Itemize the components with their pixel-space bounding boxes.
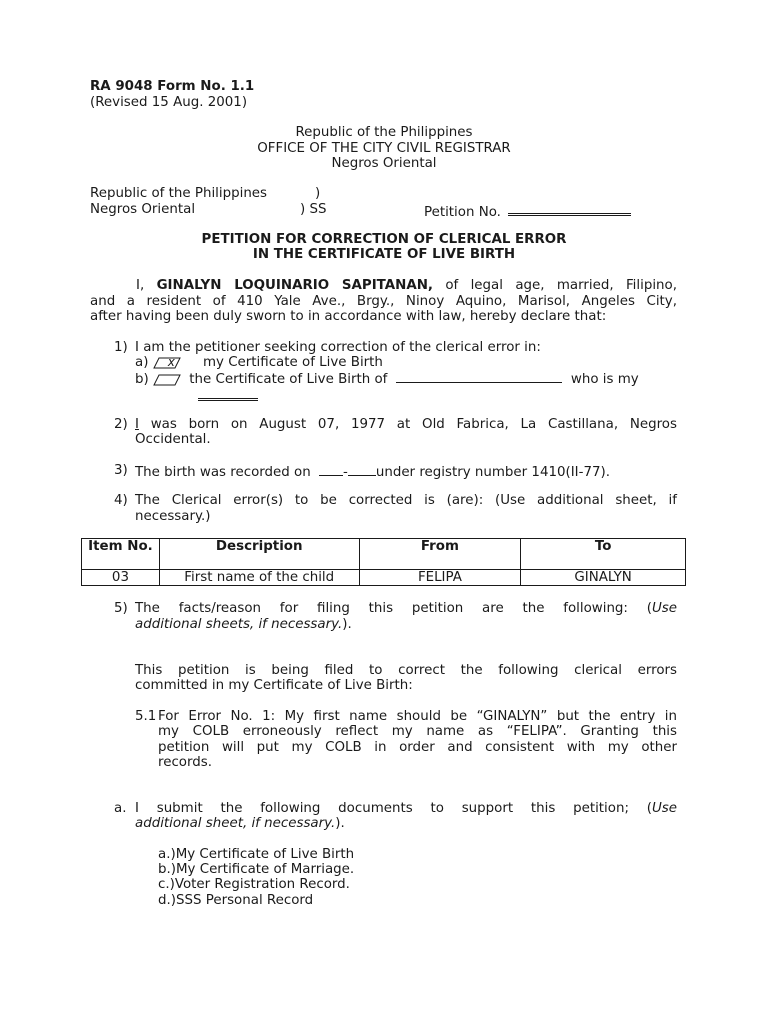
intro-line2: and a resident of 410 Yale Ave., Brgy., Ninoy Aquino, Marisol, Angeles City, (90, 294, 677, 309)
document-text: My Certificate of Marriage. (175, 862, 355, 877)
item3-text-a: The birth was recorded on (135, 465, 311, 480)
registry-date-blank-2 (348, 463, 376, 476)
item-a-line2-a: additional sheet, if necessary. (135, 816, 336, 831)
item2-first-word: I (135, 417, 139, 432)
petition-para-line1: This petition is being filed to correct the following clerical errors (135, 663, 677, 678)
item-a-line1-b: Use (651, 801, 677, 816)
header-republic: Republic of the Philippines (295, 125, 473, 140)
petition-number-blank (508, 202, 631, 216)
item5-line1-a: The facts/reason for filing this petition are the following: ( (135, 601, 652, 616)
item5-line1-b: Use (651, 601, 677, 616)
item1-number: 1) (114, 340, 128, 355)
petitioner-name: GINALYN LOQUINARIO SAPITANAN, (156, 278, 433, 293)
header-item-no: Item No. (82, 539, 160, 570)
document-label: b.) (158, 862, 176, 877)
item1-option-b (135, 370, 639, 388)
form-revision: (Revised 15 Aug. 2001) (90, 95, 248, 110)
item5-line1 (135, 601, 677, 617)
header-description: Description (159, 539, 359, 570)
item5-number: 5) (114, 601, 128, 616)
item3-dash: - (343, 465, 348, 480)
clerical-error-table (81, 538, 686, 586)
option-a-checkbox[interactable] (153, 357, 175, 367)
document-label: d.) (158, 893, 176, 908)
table-header-row (82, 539, 686, 570)
item3-text (135, 463, 610, 481)
parallelogram-box-icon (153, 374, 181, 386)
item1-text: I am the petitioner seeking correction of the clerical error in: (135, 340, 541, 355)
registry-date-blank-1 (319, 463, 343, 476)
cell-description: First name of the child (159, 570, 359, 586)
item4-line1: The Clerical error(s) to be corrected is (are): (Use additional sheet, if (135, 493, 677, 508)
item2-number: 2) (114, 417, 128, 432)
petition-number-field (424, 202, 631, 221)
item5-line2 (135, 617, 352, 633)
cell-item-no: 03 (82, 570, 160, 586)
error1-line3: petition will put my COLB in order and consistent with my other (158, 740, 677, 755)
header-to: To (521, 539, 686, 570)
intro-line1 (90, 278, 677, 294)
caption-ss: ) SS (300, 202, 327, 217)
item5-line2-a: additional sheets, if necessary. (135, 617, 343, 632)
cell-from: FELIPA (359, 570, 521, 586)
item-a-number: a. (114, 801, 127, 816)
item-a-line1 (135, 801, 677, 817)
error1-line2: my COLB erroneously reflect my name as “FELIPA”. Granting this (158, 724, 677, 739)
caption-province: Negros Oriental (90, 202, 196, 217)
document-label: c.) (158, 877, 175, 892)
document-list-item (158, 862, 354, 878)
option-b-tail: who is my (570, 372, 639, 387)
form-number: RA 9048 Form No. 1.1 (90, 79, 255, 94)
intro-prefix: I, (136, 278, 145, 293)
intro-line1-rest: of legal age, married, Filipino, (445, 278, 677, 293)
option-b-name-blank (396, 370, 562, 383)
option-a-mark: x (167, 355, 175, 369)
cell-to: GINALYN (521, 570, 686, 586)
petition-para-line2: committed in my Certificate of Live Birth: (135, 678, 413, 693)
intro-line3: after having been duly sworn to in accordance with law, hereby declare that: (90, 309, 607, 324)
header-from: From (359, 539, 521, 570)
error1-line4: records. (158, 755, 213, 770)
option-a-label: a) (135, 355, 149, 370)
document-text: SSS Personal Record (175, 893, 314, 908)
item-a-line2-b: ). (335, 816, 345, 831)
error1-number: 5.1 (135, 709, 157, 724)
caption-republic: Republic of the Philippines (90, 186, 268, 201)
document-list-item (158, 847, 354, 863)
item2-line1-rest: was born on August 07, 1977 at Old Fabrica, La Castillana, Negros (150, 417, 677, 432)
item1-option-a (135, 355, 383, 371)
item4-number: 4) (114, 493, 128, 508)
option-b-checkbox[interactable] (153, 374, 175, 384)
error1-line1: For Error No. 1: My first name should be “GINALYN” but the entry in (158, 709, 677, 724)
document-text: My Certificate of Live Birth (175, 847, 355, 862)
option-b-text: the Certificate of Live Birth of (189, 372, 388, 387)
item-a-line1-a: I submit the following documents to support this petition; ( (135, 801, 652, 816)
item3-number: 3) (114, 463, 128, 478)
relationship-blank (198, 386, 258, 401)
option-a-text: my Certificate of Live Birth (202, 355, 383, 370)
petition-title-line1: PETITION FOR CORRECTION OF CLERICAL ERROR (201, 232, 567, 247)
table-row (82, 570, 686, 586)
item2-line2: Occidental. (135, 432, 211, 447)
item3-text-b: under registry number 1410(II-77). (375, 465, 610, 480)
petition-number-label: Petition No. (424, 205, 501, 220)
item-a-line2 (135, 816, 345, 832)
document-list-item (158, 877, 350, 893)
item4-line2: necessary.) (135, 509, 211, 524)
header-office: OFFICE OF THE CITY CIVIL REGISTRAR (257, 141, 511, 156)
caption-paren: ) (315, 186, 321, 201)
parallelogram-box-icon (153, 357, 181, 369)
item2-line1 (135, 417, 677, 433)
document-text: Voter Registration Record. (174, 877, 350, 892)
petition-title-line2: IN THE CERTIFICATE OF LIVE BIRTH (252, 247, 516, 262)
option-b-label: b) (135, 372, 149, 387)
document-label: a.) (158, 847, 176, 862)
item5-line2-b: ). (342, 617, 352, 632)
document-list-item (158, 893, 313, 909)
header-province: Negros Oriental (331, 156, 437, 171)
